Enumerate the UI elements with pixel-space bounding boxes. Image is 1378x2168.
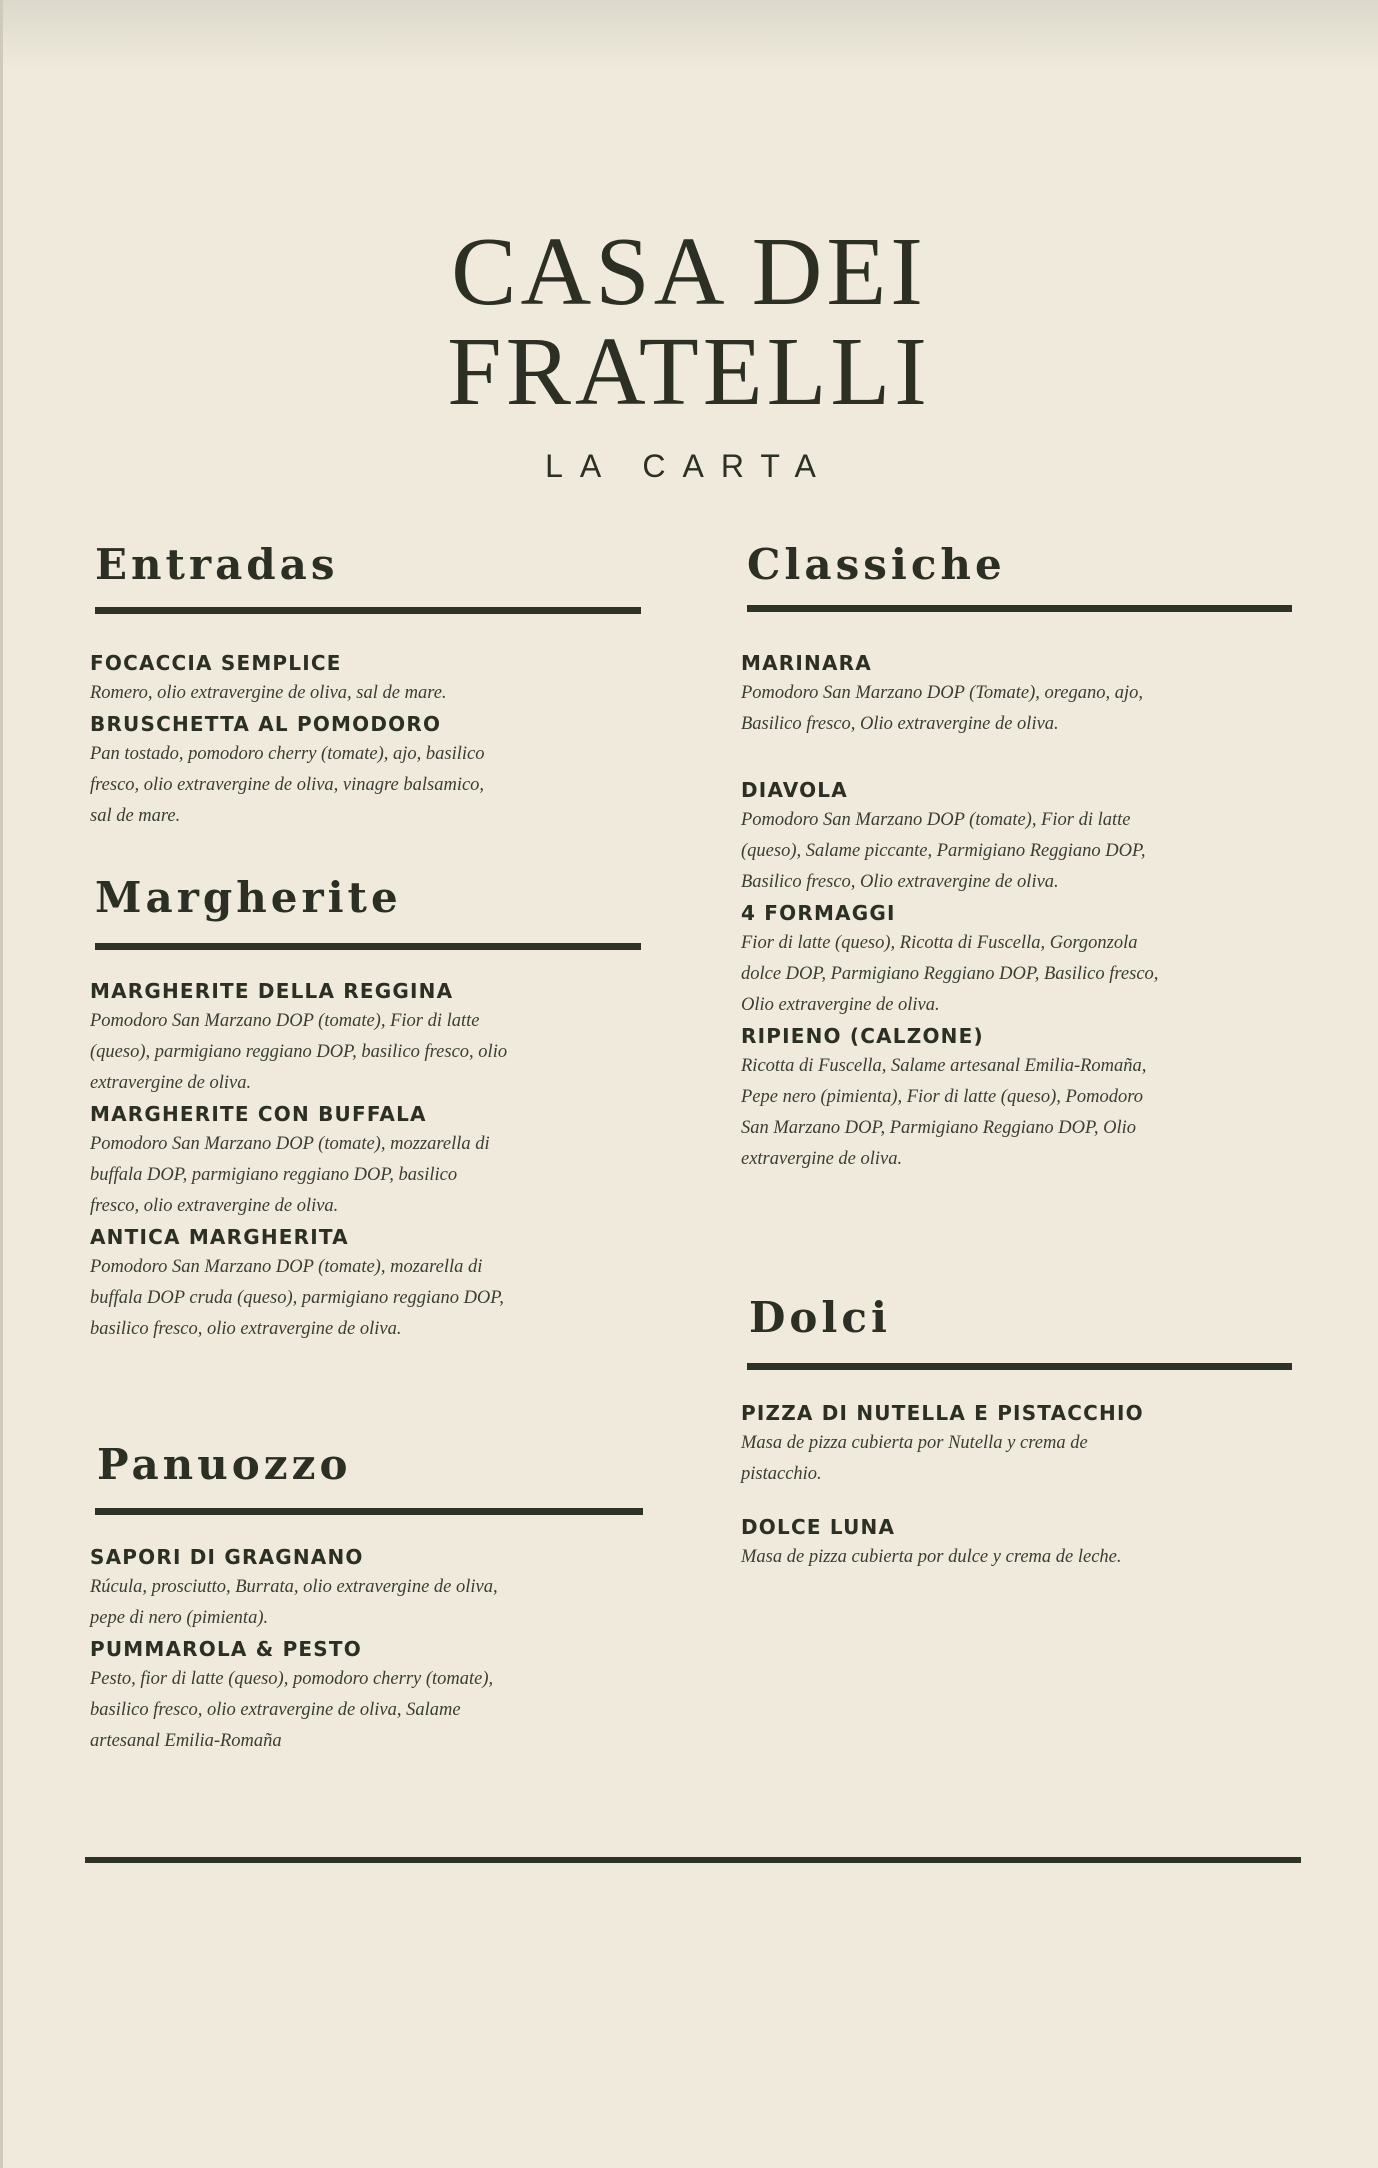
item-desc: Pomodoro San Marzano DOP (tomate), Fior di latte (queso), parmigiano reggiano DOP, basilico fresco, olio extravergine de oliva. bbox=[90, 1011, 508, 1093]
item-name: RIPIENO (CALZONE) bbox=[741, 1024, 984, 1048]
item-desc: Pomodoro San Marzano DOP (tomate), mozzarella di buffala DOP, parmigiano reggiano DOP, basilico fresco, olio extravergine de oliva. bbox=[90, 1134, 490, 1216]
item-desc: Pomodoro San Marzano DOP (Tomate), oregano, ajo, Basilico fresco, Olio extravergine de oliva. bbox=[741, 683, 1144, 734]
restaurant-title-line2: FRATELLI bbox=[447, 318, 931, 426]
menu-subtitle: LA CARTA bbox=[545, 448, 833, 484]
section-rule-entradas bbox=[95, 607, 641, 614]
item-name: PIZZA DI NUTELLA E PISTACCHIO bbox=[741, 1401, 1144, 1425]
top-shadow bbox=[0, 0, 1378, 70]
item-desc: Pomodoro San Marzano DOP (tomate), mozarella di buffala DOP cruda (queso), parmigiano reggiano DOP, basilico fresco, olio extravergine de oliva. bbox=[90, 1257, 504, 1339]
item-name: SAPORI DI GRAGNANO bbox=[90, 1545, 364, 1569]
item-desc: Pesto, fior di latte (queso), pomodoro cherry (tomate), basilico fresco, olio extravergine de oliva, Salame artesanal Emilia-Romaña bbox=[90, 1669, 494, 1751]
item-desc: Ricotta di Fuscella, Salame artesanal Emilia-Romaña, Pepe nero (pimienta), Fior di latte (queso), Pomodoro San Marzano DOP, Parmigiano Reggiano DOP, Olio extravergine de oliva. bbox=[741, 1056, 1147, 1169]
item-name: PUMMAROLA & PESTO bbox=[90, 1637, 362, 1661]
bottom-rule bbox=[85, 1857, 1301, 1863]
item-desc: Rúcula, prosciutto, Burrata, olio extravergine de oliva, pepe di nero (pimienta). bbox=[90, 1577, 498, 1628]
item-name: FOCACCIA SEMPLICE bbox=[90, 651, 342, 675]
section-title-panuozzo: Panuozzo bbox=[97, 1440, 352, 1489]
item-desc: Pan tostado, pomodoro cherry (tomate), ajo, basilico fresco, olio extravergine de oliva, vinagre balsamico, sal de mare. bbox=[90, 744, 485, 826]
item-desc: Masa de pizza cubierta por dulce y crema de leche. bbox=[741, 1547, 1122, 1567]
section-margherite bbox=[90, 976, 510, 1345]
item-name: DIAVOLA bbox=[741, 778, 848, 802]
item-desc: Romero, olio extravergine de oliva, sal de mare. bbox=[90, 683, 447, 703]
section-title-dolci: Dolci bbox=[749, 1293, 891, 1342]
section-rule-margherite bbox=[95, 943, 641, 950]
item-name: MARGHERITE CON BUFFALA bbox=[90, 1102, 427, 1126]
section-rule-classiche bbox=[747, 605, 1292, 612]
item-name: ANTICA MARGHERITA bbox=[90, 1225, 349, 1249]
item-name: 4 FORMAGGI bbox=[741, 901, 896, 925]
section-rule-dolci bbox=[747, 1363, 1292, 1370]
section-entradas bbox=[90, 648, 510, 832]
section-rule-panuozzo bbox=[95, 1508, 643, 1515]
section-title-entradas: Entradas bbox=[95, 540, 339, 589]
item-desc: Fior di latte (queso), Ricotta di Fuscella, Gorgonzola dolce DOP, Parmigiano Reggiano DOP, Basilico fresco, Olio extravergine de oliva. bbox=[741, 933, 1159, 1015]
item-desc: Masa de pizza cubierta por Nutella y crema de pistacchio. bbox=[741, 1433, 1088, 1484]
item-name: MARGHERITE DELLA REGGINA bbox=[90, 979, 454, 1003]
item-name: MARINARA bbox=[741, 651, 872, 675]
section-dolci bbox=[741, 1398, 1161, 1573]
restaurant-title-line1: CASA DEI bbox=[451, 218, 927, 326]
section-classiche bbox=[741, 648, 1161, 1175]
item-name: DOLCE LUNA bbox=[741, 1515, 896, 1539]
section-title-classiche: Classiche bbox=[747, 540, 1006, 589]
item-desc: Pomodoro San Marzano DOP (tomate), Fior di latte (queso), Salame piccante, Parmigiano Reggiano DOP, Basilico fresco, Olio extravergine de oliva. bbox=[741, 810, 1146, 892]
section-title-margherite: Margherite bbox=[95, 873, 402, 922]
section-panuozzo bbox=[90, 1542, 510, 1757]
item-name: BRUSCHETTA AL POMODORO bbox=[90, 712, 442, 736]
